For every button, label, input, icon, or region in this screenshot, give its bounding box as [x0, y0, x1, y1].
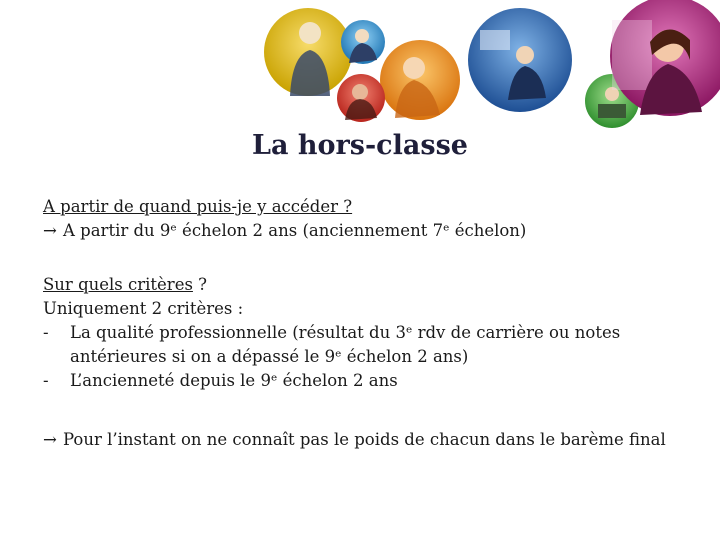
arrow-right-icon: → — [43, 430, 57, 449]
photo-circle-lightblue — [341, 20, 385, 64]
criteria-item-2: - L’ancienneté depuis le 9ᵉ échelon 2 ans — [43, 371, 398, 390]
access-answer-line — [43, 219, 703, 243]
photo-circle-orange — [380, 40, 460, 120]
criteria-intro: Uniquement 2 critères : — [43, 299, 244, 318]
section-criteria — [43, 273, 703, 393]
arrow-right-icon: → — [43, 221, 57, 240]
access-question: A partir de quand puis-je y accéder ? — [43, 197, 353, 216]
photo-circle-red — [337, 74, 385, 122]
header-photo-collage — [0, 0, 720, 140]
access-answer: A partir du 9ᵉ échelon 2 ans (anciennement 7ᵉ échelon) — [63, 221, 527, 240]
photo-circle-yellow — [264, 8, 352, 96]
photo-circle-darkblue — [468, 8, 572, 112]
section-access — [43, 195, 703, 243]
criteria-question: Sur quels critères ? — [43, 275, 208, 294]
slide-title: La hors-classe — [252, 130, 468, 161]
criteria-item-1: - La qualité professionnelle (résultat du 3ᵉ rdv de carrière ou notes antérieures si on a dépassé le 9ᵉ échelon 2 ans) — [43, 323, 621, 366]
section-note — [43, 428, 703, 452]
weighting-note: Pour l’instant on ne connaît pas le poids de chacun dans le barème final — [63, 430, 666, 449]
